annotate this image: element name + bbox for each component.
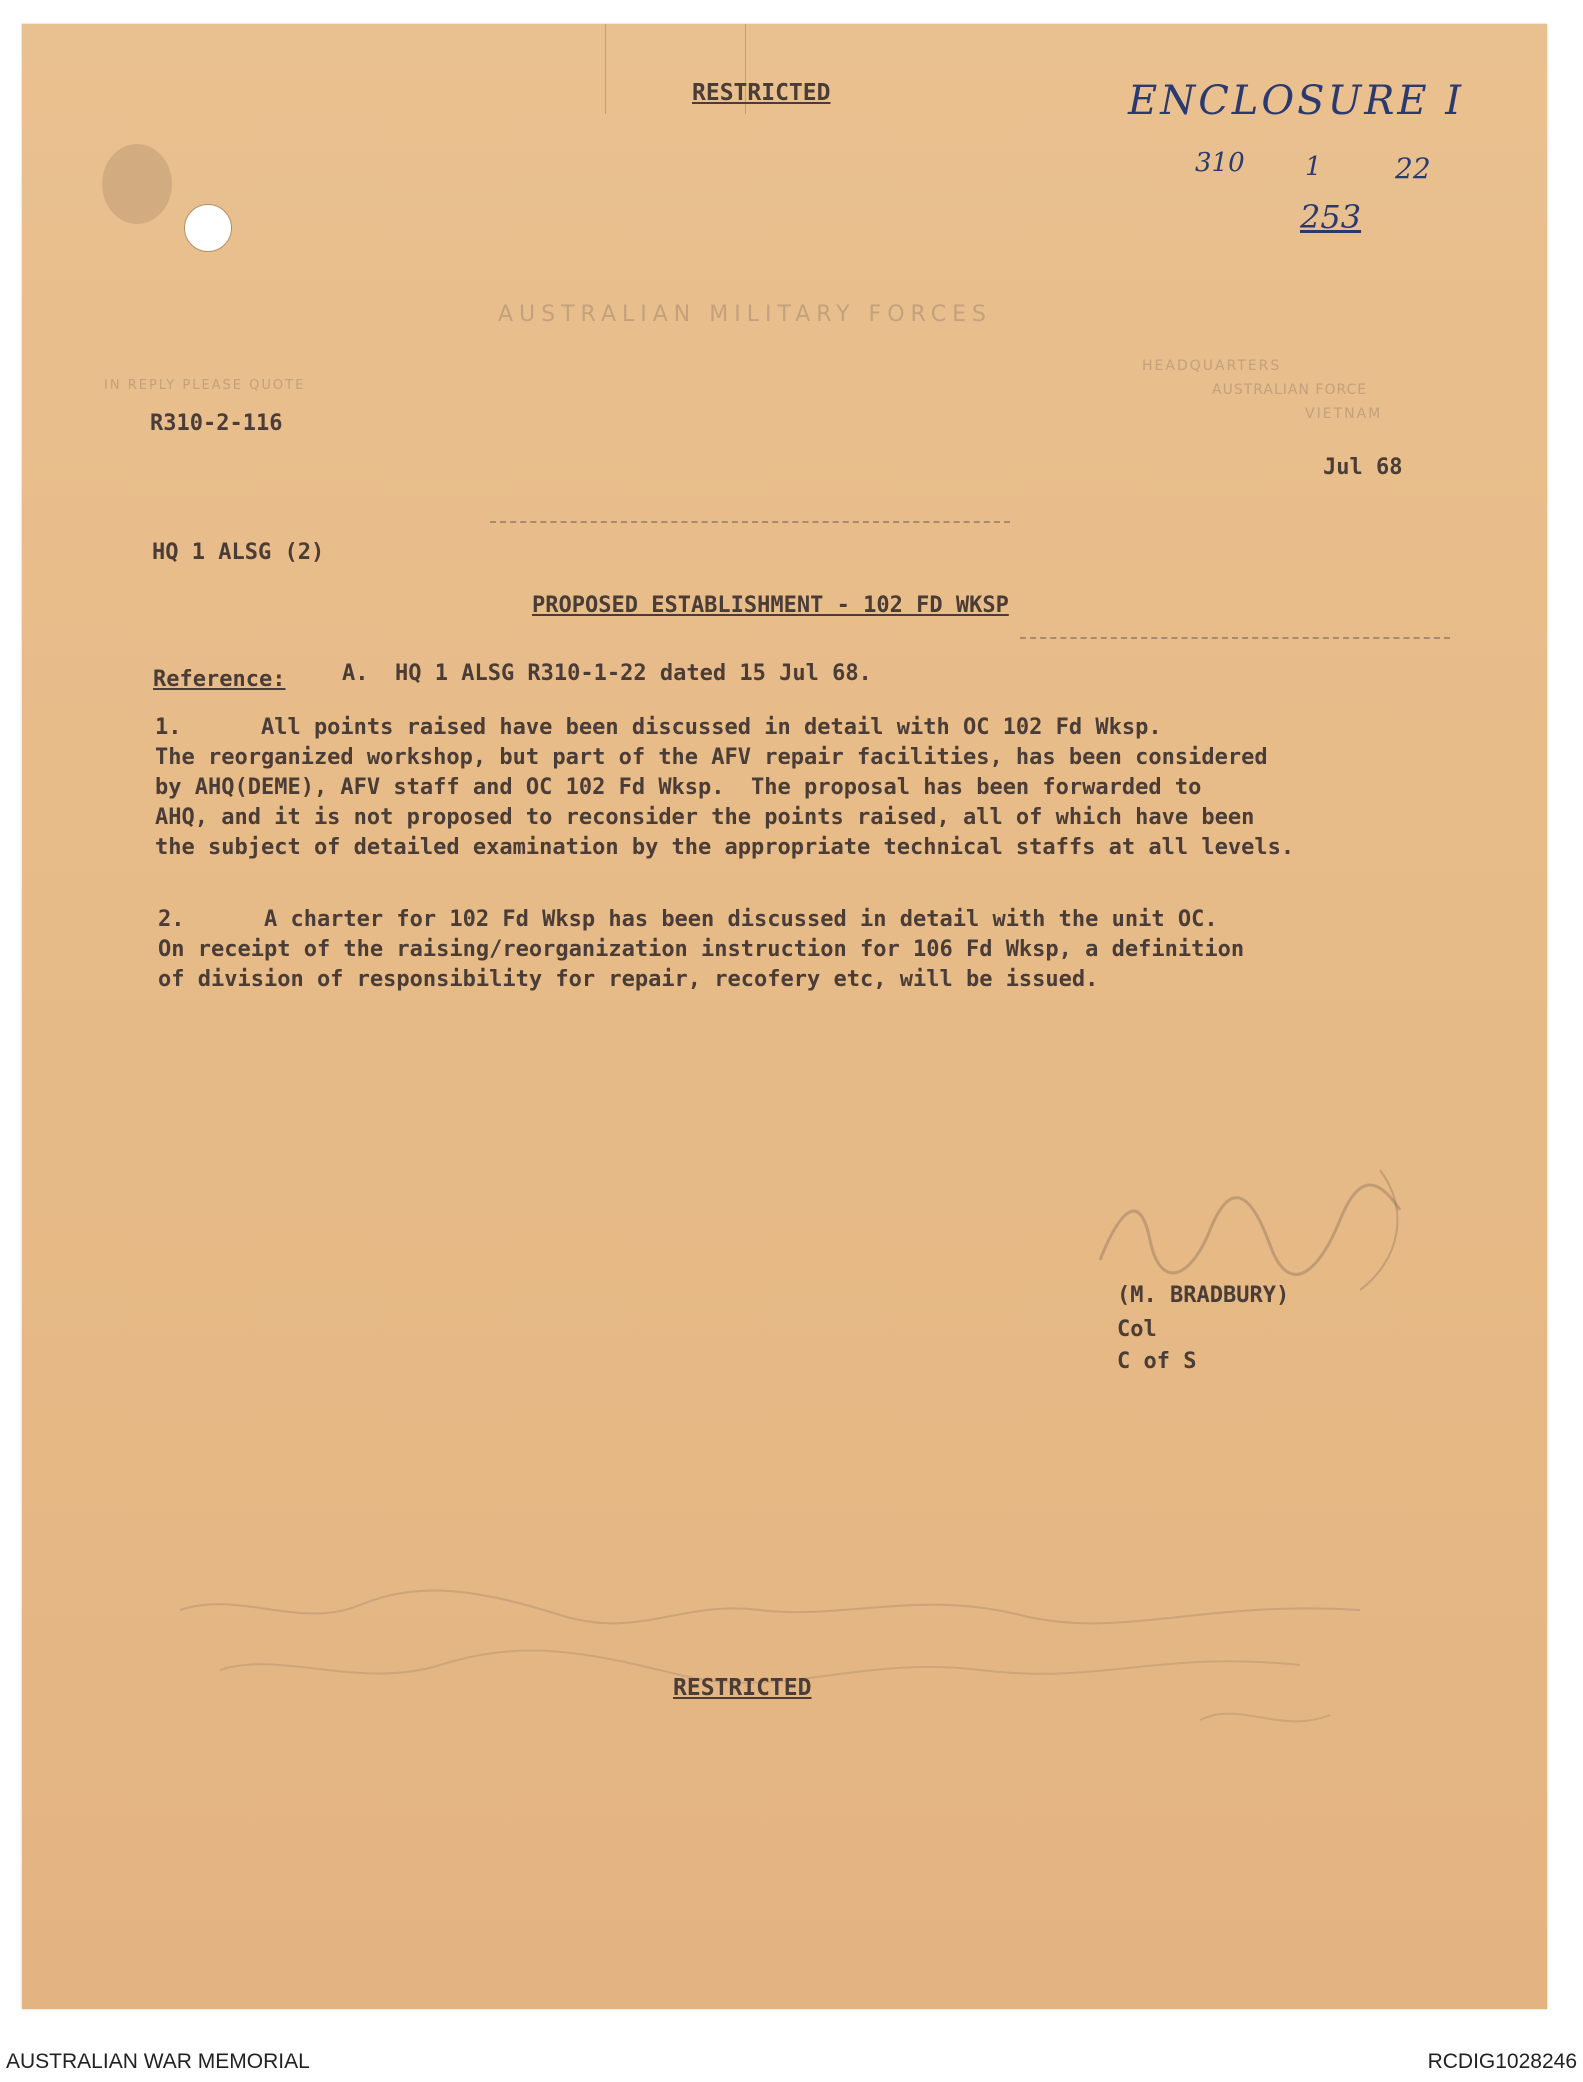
paper-stain: [102, 144, 172, 224]
paragraph-2: [158, 905, 1244, 995]
separator-line: [490, 521, 1010, 523]
letterhead-hq-line1: HEADQUARTERS: [1142, 358, 1282, 374]
handwritten-enclosure: ENCLOSURE I: [1128, 78, 1465, 124]
punch-hole: [184, 204, 232, 252]
signatory-rank: Col: [1117, 1317, 1157, 1342]
signatory-name: (M. BRADBURY): [1117, 1283, 1290, 1308]
handwritten-ref: 310: [1195, 148, 1245, 178]
archive-id: RCDIG1028246: [1427, 2050, 1577, 2073]
addressee: HQ 1 ALSG (2): [152, 540, 325, 565]
paragraph-1: [155, 713, 1294, 863]
letterhead-organisation: AUSTRALIAN MILITARY FORCES: [498, 302, 992, 327]
handwritten-ref: 22: [1395, 152, 1431, 185]
paragraph-line: 2. A charter for 102 Fd Wksp has been discussed in detail with the unit OC.: [158, 907, 1218, 932]
paragraph-line: AHQ, and it is not proposed to reconsider the points raised, all of which have been: [155, 805, 1255, 830]
reference-text: A. HQ 1 ALSG R310-1-22 dated 15 Jul 68.: [342, 661, 872, 686]
signature-scribble: [1080, 1150, 1420, 1300]
paragraph-line: by AHQ(DEME), AFV staff and OC 102 Fd Wksp. The proposal has been forwarded to: [155, 775, 1202, 800]
letterhead-hq-line2: AUSTRALIAN FORCE: [1212, 382, 1368, 398]
file-reference: R310-2-116: [150, 411, 283, 436]
paragraph-line: of division of responsibility for repair, recofery etc, will be issued.: [158, 967, 1099, 992]
paragraph-line: The reorganized workshop, but part of the AFV repair facilities, has been considered: [155, 745, 1268, 770]
reference-label: Reference:: [153, 667, 286, 692]
signatory-appointment: C of S: [1117, 1349, 1197, 1374]
letterhead-reply-label: IN REPLY PLEASE QUOTE: [104, 378, 306, 393]
pencil-note-scribble: [160, 1570, 1480, 1750]
paragraph-line: the subject of detailed examination by the appropriate technical staffs at all levels.: [155, 835, 1295, 860]
paragraph-line: On receipt of the raising/reorganization instruction for 106 Fd Wksp, a definition: [158, 937, 1245, 962]
archive-name: AUSTRALIAN WAR MEMORIAL: [6, 2050, 310, 2073]
subject-heading: PROPOSED ESTABLISHMENT - 102 FD WKSP: [532, 593, 1009, 618]
letterhead-hq-line3: VIETNAM: [1305, 406, 1383, 422]
handwritten-ref: 1: [1305, 152, 1322, 182]
fold-mark: [605, 24, 606, 114]
memo-date: Jul 68: [1323, 455, 1403, 480]
separator-line: [1020, 637, 1450, 639]
handwritten-ref: 253: [1300, 198, 1362, 236]
classification-top: RESTRICTED: [692, 80, 831, 106]
paragraph-line: 1. All points raised have been discussed in detail with OC 102 Fd Wksp.: [155, 715, 1162, 740]
classification-bottom: RESTRICTED: [673, 1675, 812, 1701]
